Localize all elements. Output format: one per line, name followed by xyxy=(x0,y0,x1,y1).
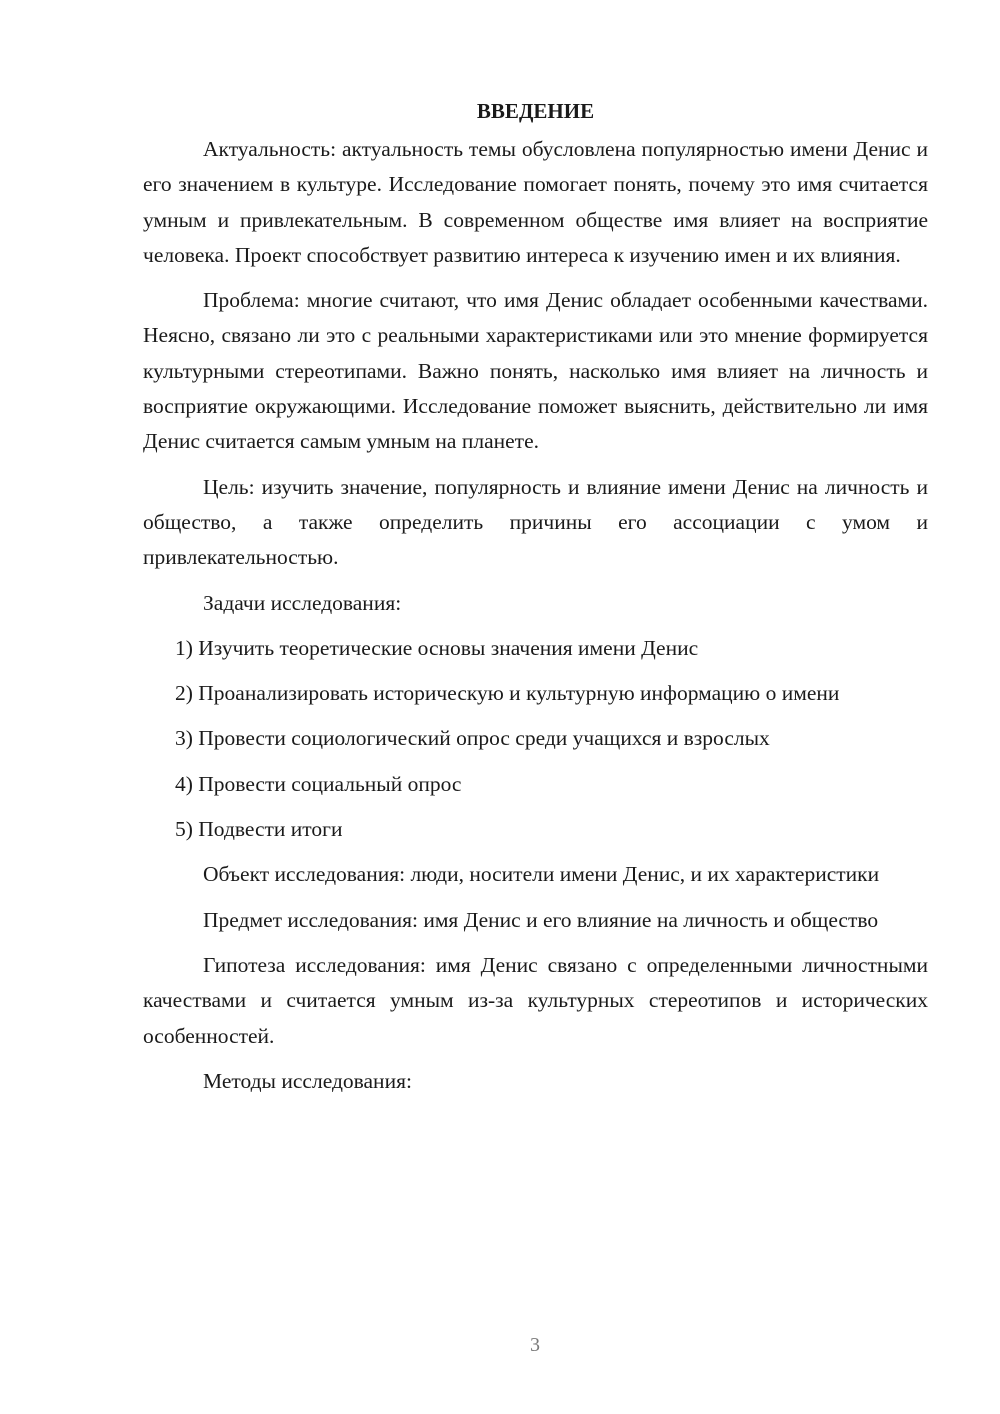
hypothesis-paragraph: Гипотеза исследования: имя Денис связано с определенными личностными качествами и считается умным из-за культурных стереотипов и исторических особенностей. xyxy=(143,952,928,1048)
problem-paragraph: Проблема: многие считают, что имя Денис обладает особенными качествами. Неясно, связано ли это с реальными характеристиками или это мнение формируется культурными стереотипами. Важно понять, насколько имя влияет на личность и восприятие окружающими. Исследование поможет выяснить, действительно ли имя Денис считается самым умным на планете. xyxy=(143,288,928,454)
task-item: 4) Провести социальный опрос xyxy=(175,771,462,796)
task-item: 3) Провести социологический опрос среди учащихся и взрослых xyxy=(175,726,770,751)
task-item: 5) Подвести итоги xyxy=(175,817,343,842)
goal-paragraph: Цель: изучить значение, популярность и влияние имени Денис на личность и общество, а также определить причины его ассоциации с умом и привлекательностью. xyxy=(143,474,928,570)
relevance-paragraph: Актуальность: актуальность темы обусловлена популярностью имени Денис и его значением в культуре. Исследование помогает понять, почему это имя считается умным и привлекательным. В современном обществе имя влияет на восприятие человека. Проект способствует развитию интереса к изучению имен и их влияния. xyxy=(143,137,928,267)
methods-heading: Методы исследования: xyxy=(203,1068,412,1093)
document-page xyxy=(143,96,928,1109)
tasks-heading: Задачи исследования: xyxy=(203,590,402,615)
task-item: 2) Проанализировать историческую и культурную информацию о имени xyxy=(175,681,840,706)
page-number: 3 xyxy=(530,1334,540,1356)
task-item: 1) Изучить теоретические основы значения имени Денис xyxy=(175,635,699,660)
page-title: ВВЕДЕНИЕ xyxy=(476,99,595,123)
object-paragraph: Объект исследования: люди, носители имени Денис, и их характеристики xyxy=(203,862,880,887)
subject-paragraph: Предмет исследования: имя Денис и его влияние на личность и общество xyxy=(203,907,879,932)
